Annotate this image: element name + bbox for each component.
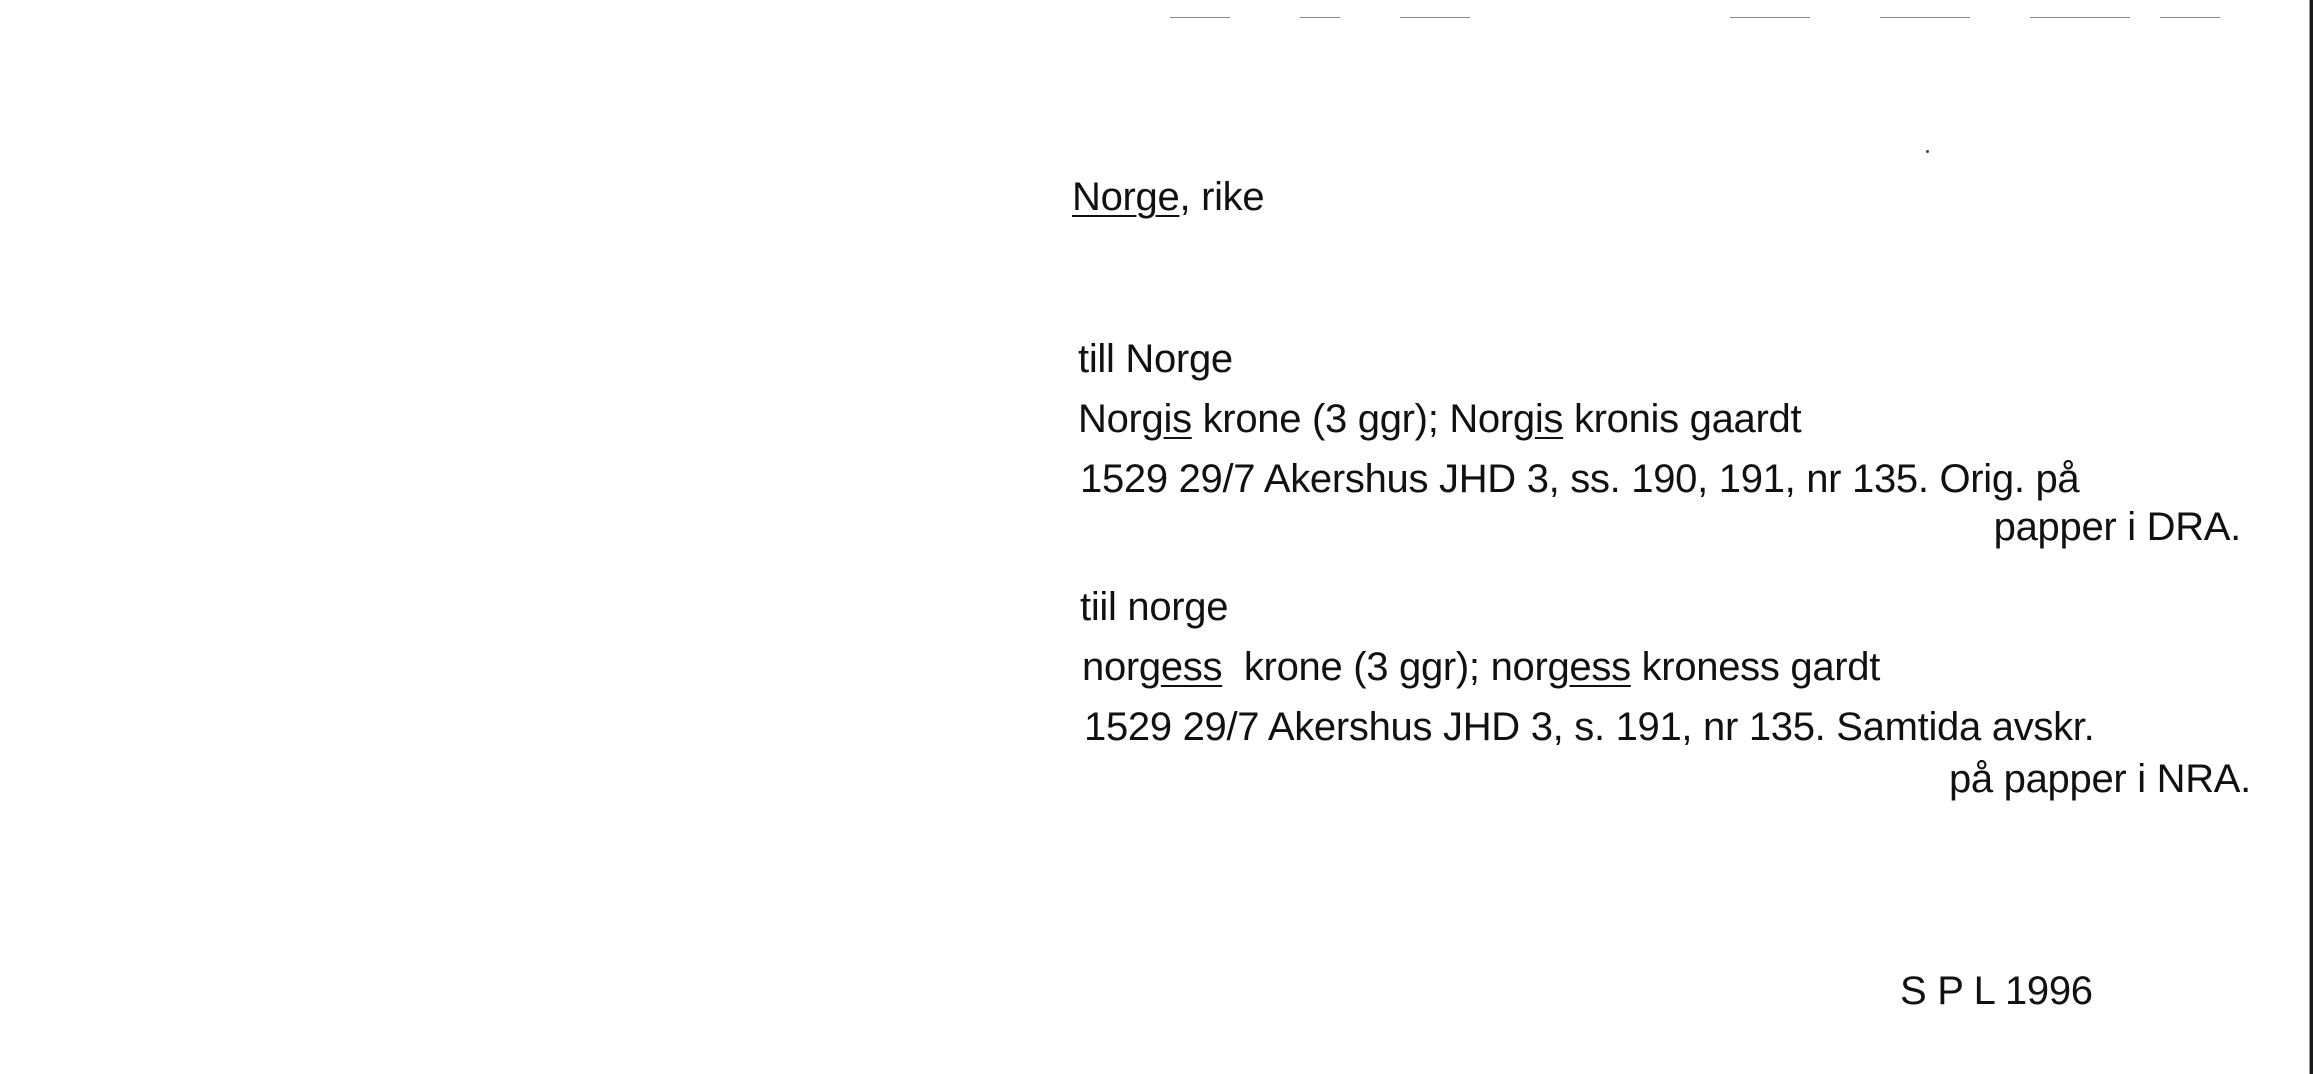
variant-stem: Norg [1449,397,1535,441]
variant-stem: norg [1082,645,1161,689]
entry-form-text: till Norge [1078,337,1233,381]
variant-rest: krone (3 ggr); [1222,645,1491,689]
scan-artifact [2160,17,2220,18]
signature [1900,968,2093,1014]
entry-source-text: 1529 29/7 Akershus JHD 3, s. 191, nr 135. Samtida avskr. [1084,705,2095,749]
scan-artifact [1170,17,1230,18]
entry-form-text: tiil norge [1080,585,1229,629]
heading-rest: , rike [1179,175,1265,219]
heading [1072,174,1264,220]
entry-source [1084,704,2094,750]
entry-source [1080,456,2079,502]
signature-text: S P L 1996 [1900,969,2093,1013]
entry-form [1080,584,1228,630]
entry-source-cont-text: på papper i NRA. [1948,757,2251,801]
variant-ending: is [1534,397,1564,441]
variant-rest: kronis gaardt [1563,397,1802,441]
variant-stem: Norg [1078,397,1164,441]
entry-form [1078,336,1233,382]
scan-artifact [1880,17,1970,18]
entry-source-cont [1949,756,2251,802]
variant-ending: is [1163,397,1192,441]
variant-ending: ess [1569,645,1631,689]
entry-variants [1078,396,1801,442]
scan-artifact [1400,17,1470,18]
variant-stem: norg [1490,645,1570,689]
scan-artifact [1300,17,1340,18]
entry-source-cont-text: papper i DRA. [1993,505,2241,549]
entry-variants [1082,644,1880,690]
entry-source-text: 1529 29/7 Akershus JHD 3, ss. 190, 191, nr 135. Orig. på [1080,457,2080,501]
variant-ending: ess [1160,645,1223,689]
variant-rest: kroness gardt [1630,645,1881,689]
heading-name: Norge [1072,175,1180,219]
variant-rest: krone (3 ggr); [1191,397,1450,441]
entry-source-cont [1994,504,2241,550]
scan-artifact [1730,17,1810,18]
scan-speck [1926,150,1929,153]
scan-artifact [2030,17,2130,18]
